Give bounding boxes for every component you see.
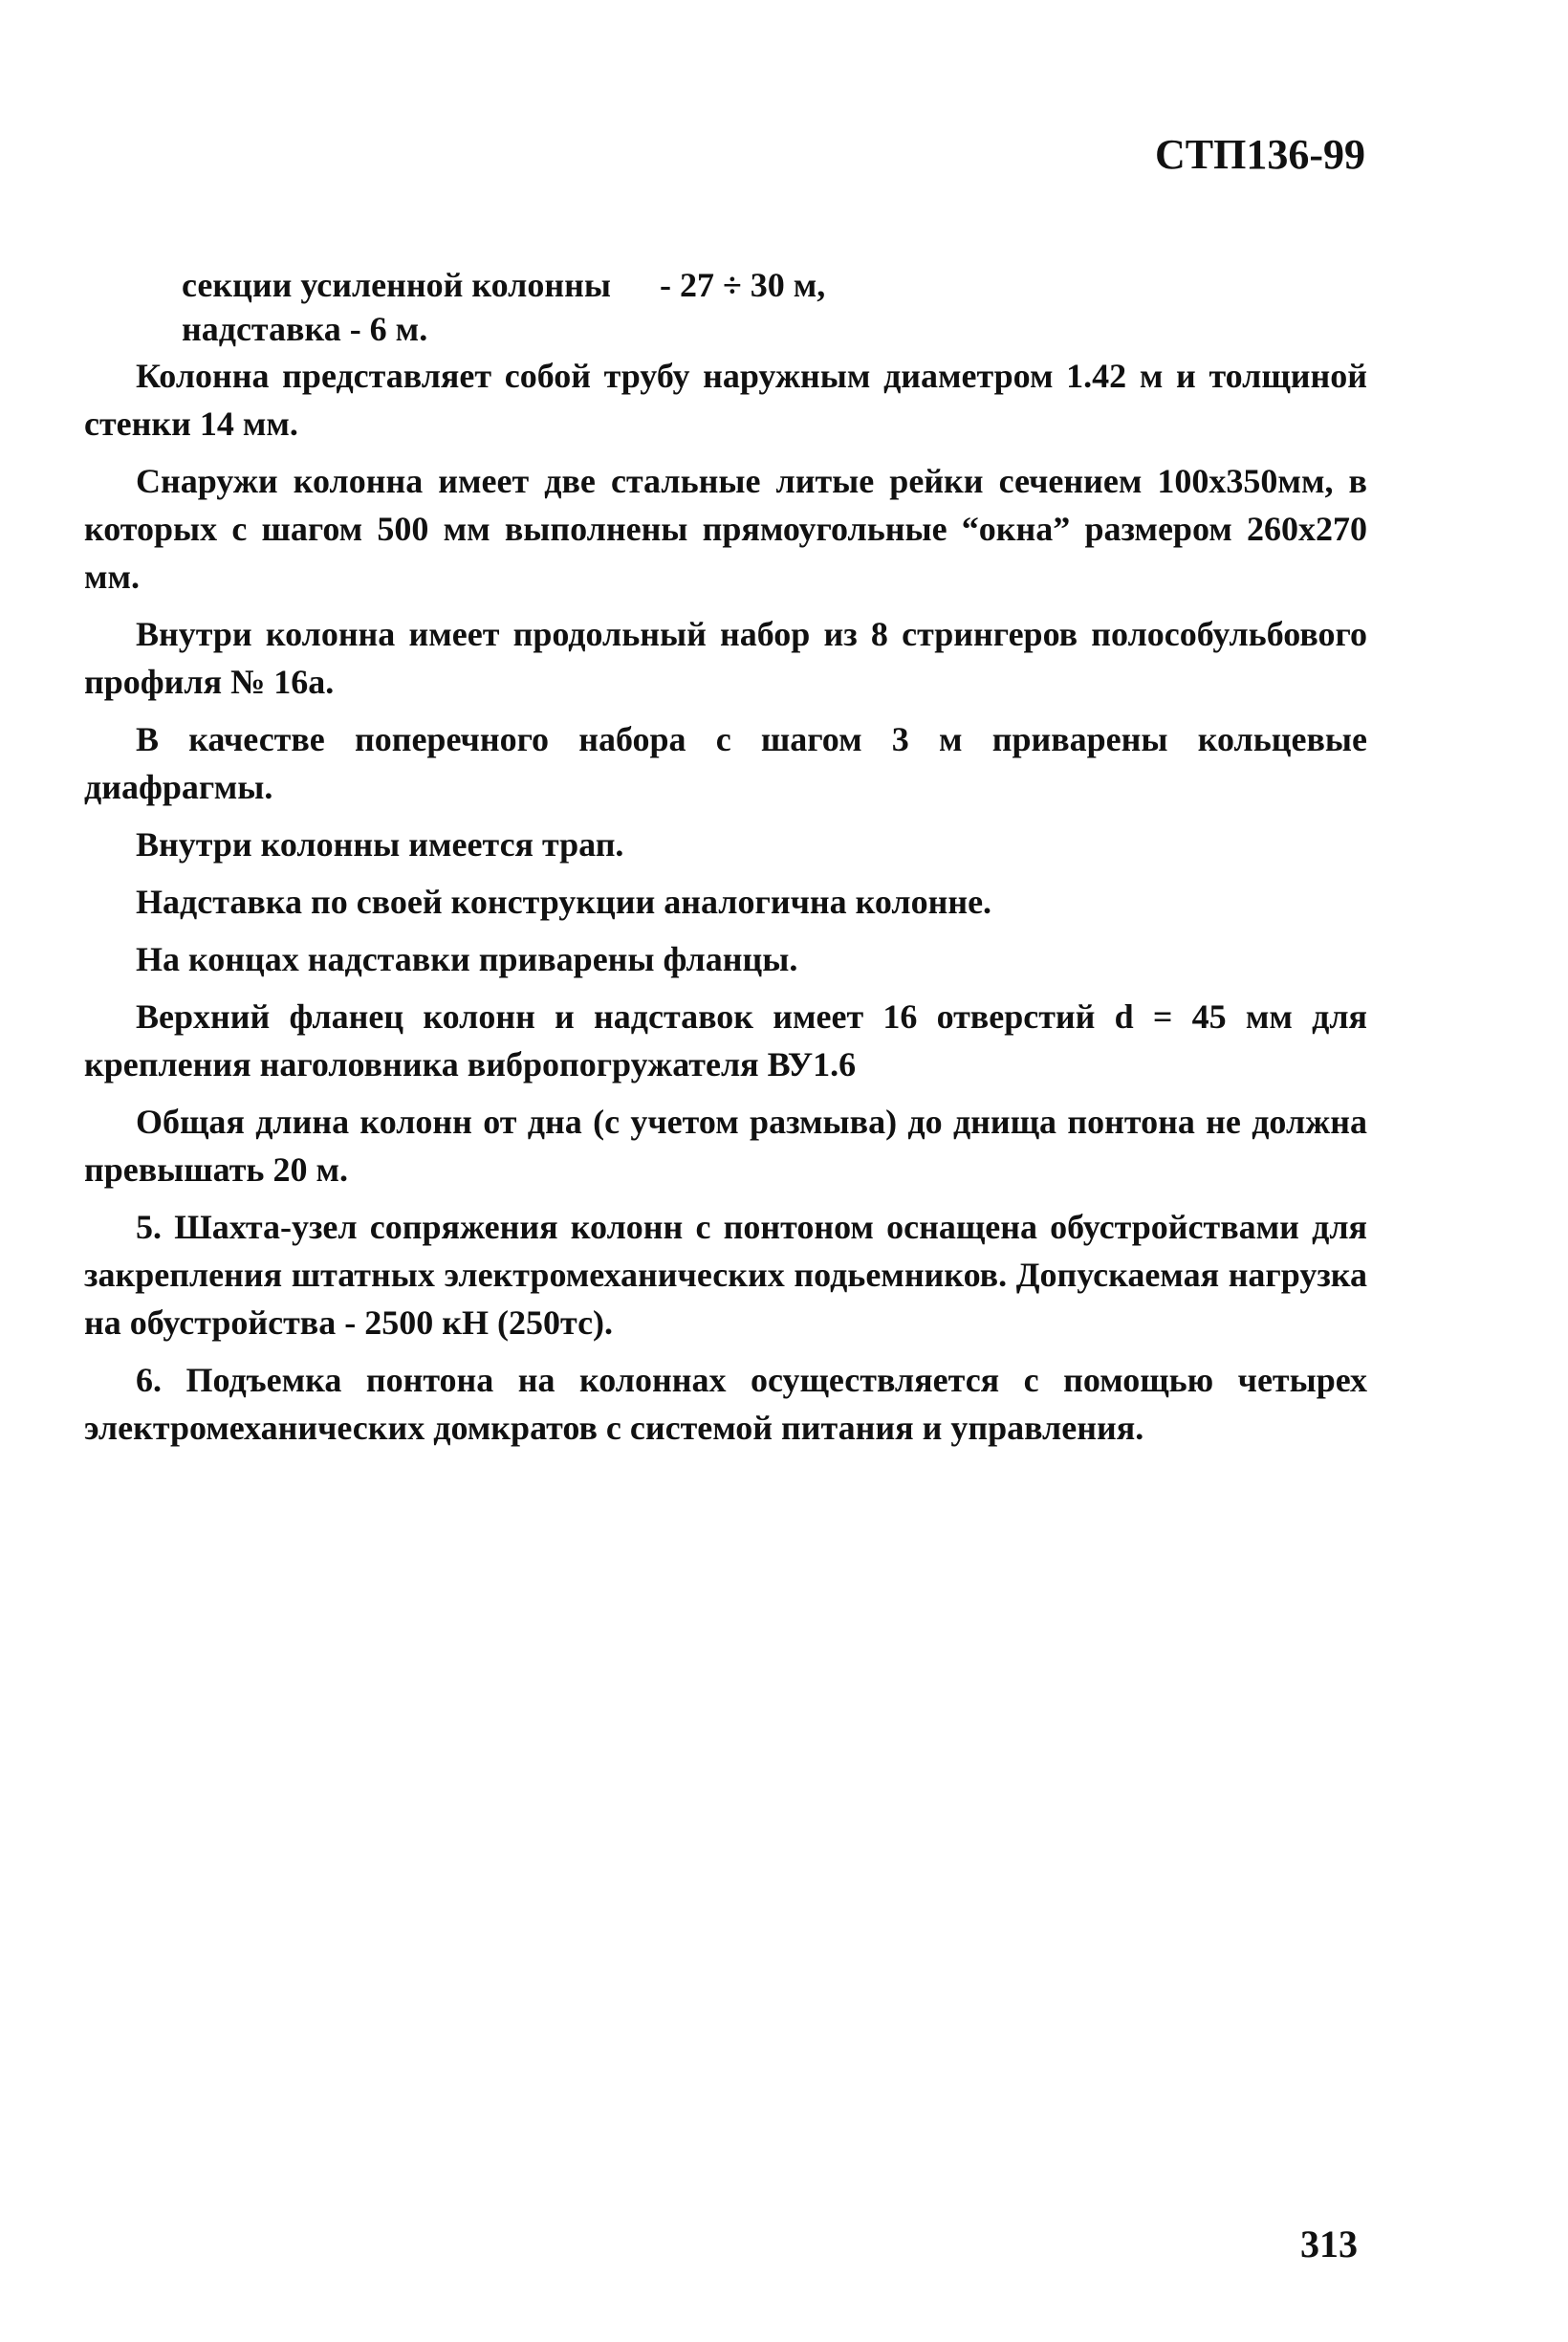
- paragraph: В качестве поперечного набора с шагом 3 м приварены кольцевые диафрагмы.: [84, 720, 1367, 806]
- paragraph: На концах надставки приварены фланцы.: [136, 940, 798, 978]
- paragraph: Надставка по своей конструкции аналогична колонне.: [136, 883, 992, 921]
- list-item-label: секции усиленной колонны: [182, 266, 611, 304]
- list-item: [182, 266, 826, 304]
- list-item-value: - 27 ÷ 30 м,: [660, 266, 826, 304]
- document-code: СТП136-99: [1155, 131, 1365, 178]
- paragraph: Снаружи колонна имеет две стальные литые рейки сечением 100х350мм, в которых с шагом 500 мм выполнены прямоугольные “окна” размером 260х270 мм.: [84, 462, 1367, 596]
- paragraph: 5. Шахта-узел сопряжения колонн с понтоном оснащена обустройствами для закрепления штатных электромеханических подьемников. Допускаемая нагрузка на обустройства - 2500 кН (250тс).: [84, 1208, 1367, 1342]
- paragraph: Верхний фланец колонн и надставок имеет 16 отверстий d = 45 мм для крепления наголовника вибропогружателя ВУ1.6: [84, 997, 1367, 1083]
- page-number: 313: [1300, 2222, 1358, 2265]
- paragraph: 6. Подъемка понтона на колоннах осуществляется с помощью четырех электромеханических домкратов с системой питания и управления.: [84, 1361, 1367, 1447]
- list-item: [182, 312, 427, 346]
- body-text: [84, 352, 1367, 1461]
- paragraph: Колонна представляет собой трубу наружным диаметром 1.42 м и толщиной стенки 14 мм.: [84, 357, 1367, 443]
- paragraph: Внутри колонны имеется трап.: [136, 825, 624, 864]
- paragraph: Внутри колонна имеет продольный набор из 8 стрингеров полособульбового профиля № 16а.: [84, 615, 1367, 701]
- list-item-label: надставка - 6 м.: [182, 310, 428, 348]
- paragraph: Общая длина колонн от дна (с учетом размыва) до днища понтона не должна превышать 20 м.: [84, 1103, 1367, 1189]
